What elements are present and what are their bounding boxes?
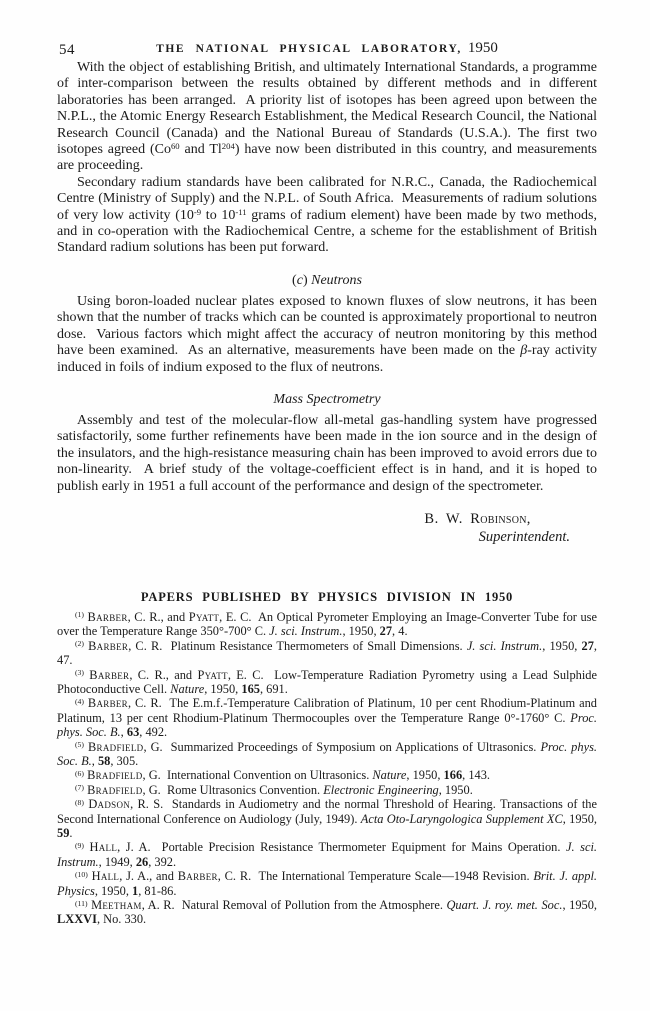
text-segment-sup: (7) — [75, 783, 84, 793]
text-segment-sc: Meetham — [91, 898, 142, 913]
text-segment: , 143. — [462, 768, 491, 783]
text-segment: , E. C. An Optical Pyrometer Employing an Image-Converter Tube for use over the Temperature Range 350°-700° C. — [57, 609, 598, 639]
text-segment-sup: (11) — [75, 898, 88, 908]
text-segment: , 392. — [148, 854, 177, 869]
paper-reference-5 — [57, 740, 597, 769]
text-segment-sc: Robinson — [470, 510, 527, 527]
text-segment-sc: Pyatt — [197, 667, 228, 682]
paper-reference-1 — [57, 610, 597, 639]
text-segment: , 1949, — [98, 854, 136, 869]
text-segment-sc: Barber — [177, 869, 218, 884]
papers-list — [57, 610, 597, 927]
text-segment: , G. Rome Ultrasonics Convention. — [142, 782, 324, 797]
text-segment: , R. S. Standards in Audiometry and the normal Threshold of Hearing. Transactions of the Second International Conference on Audiology (July, 1949). — [57, 797, 597, 826]
text-segment: , G. Summarized Proceedings of Symposium on Applications of Ultrasonics. — [143, 739, 541, 754]
papers-heading: PAPERS PUBLISHED BY PHYSICS DIVISION IN 1950 — [140, 589, 514, 604]
text-segment-b: 27 — [379, 624, 393, 639]
text-segment-sc: Barber — [89, 667, 130, 682]
paper-reference-10 — [57, 869, 597, 898]
paper-reference-2 — [57, 639, 597, 668]
paper-reference-8 — [57, 797, 597, 840]
text-segment-b: 27 — [581, 638, 594, 653]
text-segment-i: Nature — [170, 681, 205, 696]
text-segment-sc: Bradfield — [87, 768, 143, 783]
text-segment: With the object of establishing British, and ultimately International Standards, a programme of inter-comparison between the results obtained by different methods and in different laboratories has been arranged. A priority list of isotopes has been agreed upon between the N.P.L., the Atomic Energy Research Establishment, the Medical Research Council, the National Research Council (Canada) and the National Bureau of Standards (U.S.A.). The first two isotopes agreed (Co — [57, 60, 597, 158]
text-segment-sup: (9) — [75, 840, 84, 850]
text-segment: , 4. — [392, 624, 408, 639]
text-segment: , 47. — [57, 638, 598, 668]
page-header — [57, 40, 597, 60]
text-segment: ) — [302, 272, 312, 288]
section-heading-neutrons — [57, 272, 597, 289]
text-segment: , A. R. Natural Removal of Pollution from the Atmosphere. — [141, 898, 447, 913]
text-segment: , 691. — [259, 681, 288, 696]
text-segment-i: Acta Oto-Laryngologica Supplement XC — [360, 811, 563, 826]
text-segment-sc: Barber — [87, 696, 128, 711]
paragraph-standards — [57, 60, 597, 175]
text-segment: , 492. — [139, 725, 168, 740]
text-segment: , J. A., and — [119, 869, 178, 884]
text-segment: , 1950, — [406, 768, 444, 783]
running-title-text: THE NATIONAL PHYSICAL LABORATORY, — [156, 43, 462, 55]
text-segment: grams of radium element) have been made by two methods, and in co-operation with the Radiochemical Centre, a scheme for the establishment of British Standard radium solutions has been put forward. — [57, 207, 598, 256]
paragraph-mass-spectrometry — [57, 413, 597, 495]
text-segment: , 1950. — [438, 782, 473, 797]
paper-reference-6 — [57, 768, 597, 782]
text-segment: to 10 — [201, 207, 236, 223]
section-heading-mass-spectrometry: Mass Spectrometry — [273, 391, 381, 407]
text-segment: Using boron-loaded nuclear plates exposed to known fluxes of slow neutrons, it has been shown that the number of tracks which can be counted is approximately proportional to neutron dose. Various factors which might affect the accuracy of neutron monitoring by this method have been examined. As an alternative, measurements have been made on the — [57, 293, 597, 359]
text-segment: , G. International Convention on Ultrasonics. — [142, 768, 373, 783]
page-number: 54 — [59, 42, 75, 58]
text-segment-i: J. sci. Instrum. — [269, 624, 343, 639]
text-segment: , 305. — [110, 754, 139, 768]
text-segment: , 1950, — [542, 638, 582, 653]
text-segment-sup: (6) — [75, 768, 84, 778]
signature-title: Superintendent. — [478, 529, 570, 546]
text-segment-sup: (3) — [75, 668, 84, 678]
paragraph-neutrons — [57, 294, 597, 376]
text-segment-sup: (5) — [75, 740, 84, 750]
text-segment-sup: (8) — [75, 797, 84, 807]
text-segment-sc: Dadson — [88, 797, 131, 812]
text-segment: ) have now been distributed in this country, and measurements are proceeding. — [57, 142, 598, 174]
text-segment-sc: Bradfield — [87, 739, 144, 754]
text-segment: , C. R., and — [127, 609, 189, 624]
text-segment: Secondary radium standards have been calibrated for N.R.C., Canada, the Radiochemical Centre (Ministry of Supply) and the N.P.L. of South Africa. Measurements of radium solutions of very low activity (10 — [57, 174, 597, 223]
text-segment: , C. R., and — [129, 667, 198, 682]
text-segment: , 1950, — [342, 624, 380, 639]
text-segment: , C. R. Platinum Resistance Thermometers of Small Dimensions. — [128, 638, 467, 653]
text-segment-sc: Hall — [89, 840, 118, 855]
running-title — [57, 40, 597, 57]
text-segment-b: 58 — [97, 754, 111, 768]
text-segment-i: Proc. phys. Soc. B. — [57, 739, 597, 768]
text-segment: , J. A. Portable Precision Resistance Thermometer Equipment for Mains Operation. — [117, 840, 566, 855]
text-segment: , — [120, 725, 127, 740]
text-segment-i: Nature — [372, 768, 407, 783]
text-segment: , E. C. Low-Temperature Radiation Pyrometry using a Lead Sulphide Photoconductive Cell. — [57, 667, 598, 696]
text-segment-sc: Pyatt — [188, 609, 220, 624]
text-segment: , C. R. The E.m.f.-Temperature Calibration of Platinum, 10 per cent Rhodium-Platinum and Platinum, 13 per cent Rhodium-Platinum Thermocouples over the Temperature Range 0°-1760° C. — [57, 696, 597, 725]
paragraph-radium — [57, 175, 597, 257]
text-segment-i: Brit. J. appl. Physics — [57, 869, 597, 898]
text-segment-b: 165 — [241, 681, 260, 696]
text-segment-i: β — [520, 343, 528, 359]
text-segment-sc: Hall — [91, 869, 120, 884]
text-segment-b: LXXVI — [57, 912, 97, 927]
running-title-year: 1950 — [467, 40, 498, 56]
signature-name — [57, 510, 597, 529]
paper-reference-7 — [57, 783, 597, 797]
text-segment: and Tl — [179, 142, 222, 158]
paper-reference-9 — [57, 840, 597, 869]
text-segment-sup: -9 — [193, 206, 202, 217]
text-segment: , 1950, — [94, 883, 133, 898]
text-segment: , C. R. The International Temperature Scale—1948 Revision. — [217, 869, 534, 884]
text-segment-sc: Bradfield — [87, 782, 143, 797]
text-segment-b: 59 — [57, 826, 70, 841]
text-segment-i: c — [296, 272, 303, 288]
text-segment: , 1950, — [562, 811, 597, 826]
text-segment-sc: Barber — [88, 638, 129, 653]
text-segment: Assembly and test of the molecular-flow all-metal gas-handling system have progressed satisfactorily, some further refinements have been made in the ion source and in the design of the insulators, and the high-resistance measuring chain has been improved to avoid errors due to non-linearity. A brief study of the voltage-coefficient effect is in hand, and it is hoped to publish early in 1951 a full account of the performance and design of the spectrometer. — [57, 412, 597, 494]
signature-block — [57, 510, 597, 547]
paper-reference-3 — [57, 668, 597, 697]
text-segment: . — [69, 826, 73, 841]
text-segment-b: 63 — [126, 725, 140, 740]
text-segment: B. W. — [424, 510, 471, 527]
text-segment-i: Quart. J. roy. met. Soc. — [446, 898, 563, 913]
text-segment: , 1950, — [204, 681, 242, 696]
text-segment-i: Neutrons — [311, 272, 362, 288]
paper-reference-11 — [57, 898, 597, 927]
text-segment-sup: -11 — [235, 206, 247, 217]
text-segment-b: 166 — [443, 768, 463, 783]
text-segment: , — [91, 754, 98, 768]
text-segment-sc: Barber — [87, 609, 128, 624]
text-segment-sup: (2) — [75, 639, 84, 649]
text-segment: , 81-86. — [138, 883, 177, 898]
text-segment-i: Electronic Engineering — [323, 782, 439, 797]
text-segment-b: 26 — [135, 854, 149, 869]
text-segment-i: Proc. phys. Soc. B. — [57, 710, 597, 740]
text-segment-sup: 204 — [221, 141, 235, 152]
text-segment-i: J. sci. Instrum. — [466, 638, 543, 653]
text-segment: ( — [292, 272, 297, 288]
text-segment: -ray activity induced in foils of indium exposed to the flux of neutrons. — [57, 343, 597, 375]
text-segment-b: 1 — [132, 883, 139, 898]
text-segment-sup: (4) — [75, 696, 84, 706]
text-segment-i: J. sci. Instrum. — [57, 840, 597, 869]
paper-reference-4 — [57, 696, 597, 739]
text-segment-sup: 60 — [170, 141, 180, 152]
text-segment: , 1950, — [562, 898, 598, 913]
text-segment: , — [526, 510, 531, 527]
text-segment-sup: (10) — [75, 869, 88, 879]
text-segment-sup: (1) — [75, 610, 84, 620]
text-segment: , No. 330. — [96, 912, 147, 927]
